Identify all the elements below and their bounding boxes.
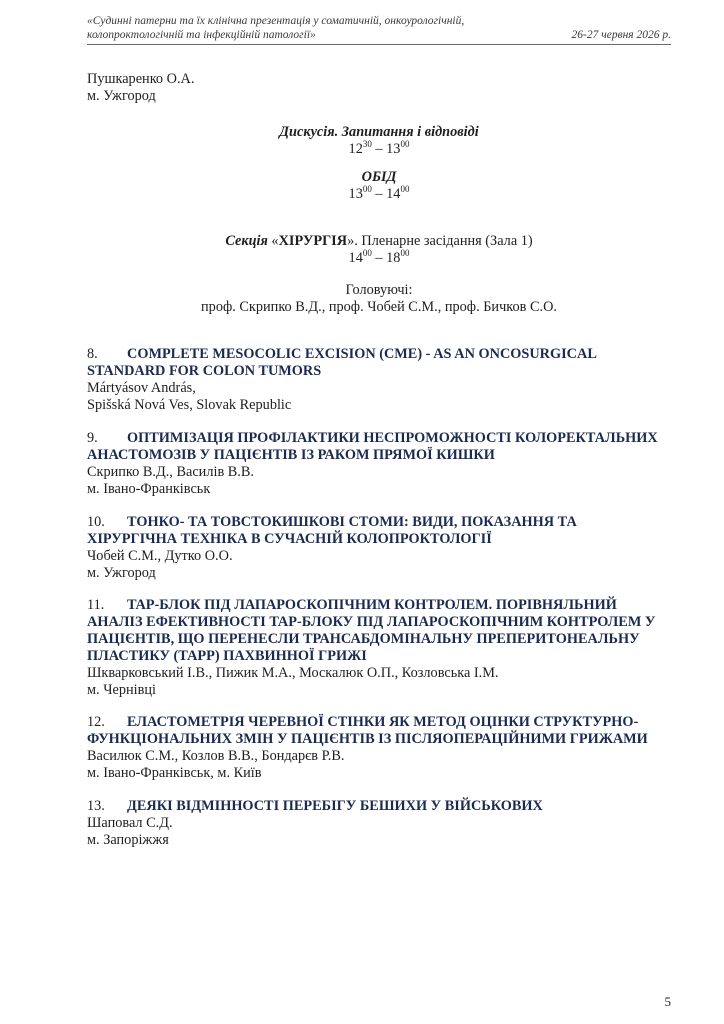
- author-line: Пушкаренко О.А.: [87, 71, 195, 87]
- chairs-block: [87, 282, 671, 316]
- city-line: м. Ужгород: [87, 88, 156, 104]
- item-city: м. Запоріжжя: [87, 832, 169, 848]
- discussion-title: Дискусія. Запитання і відповіді: [279, 124, 479, 140]
- section-time: $14^{00} - 18^{00}$: [348, 248, 410, 266]
- item-authors: Чобей С.М., Дутко О.О.: [87, 548, 233, 564]
- program-item: [87, 346, 671, 414]
- item-authors: Скрипко В.Д., Василів В.В.: [87, 464, 254, 480]
- chairs-label: Головуючі:: [345, 282, 413, 298]
- previous-entry-footer: [87, 71, 671, 105]
- page-number: 5: [664, 994, 671, 1009]
- program-item: [87, 514, 671, 582]
- item-title: 11. TAP-БЛОК ПІД ЛАПАРОСКОПІЧНИМ КОНТРОЛЕМ. ПОРІВНЯЛЬНИЙ АНАЛІЗ ЕФЕКТИВНОСТІ TAP-БЛОКУ ПІД ЛАПАРОСКОПІЧНИМ КОНТРОЛЕМ У ПАЦІЄНТІВ, ЩО ПЕРЕНЕСЛИ ТРАНСАБДОМІНАЛЬНУ ПРЕПЕРИТОНЕАЛЬНУ ПЛАСТИКУ (ТАРР) ПАХВИННОЇ ГРИЖІ: [87, 597, 656, 664]
- item-city: Spišská Nová Ves, Slovak Republic: [87, 397, 292, 413]
- item-city: м. Івано-Франківськ: [87, 481, 211, 497]
- item-authors: Шкварковський І.В., Пижик М.А., Москалюк О.П., Козловська І.М.: [87, 665, 499, 681]
- program-item: [87, 714, 671, 782]
- item-city: м. Ужгород: [87, 565, 156, 581]
- running-header: [87, 14, 671, 42]
- header-divider: [87, 44, 671, 45]
- program-item: [87, 798, 671, 849]
- item-title: 8. COMPLETE MESOCOLIC EXCISION (CME) - AS AN ONCOSURGICAL STANDARD FOR COLON TUMORS: [87, 346, 597, 379]
- discussion-block: [87, 124, 671, 158]
- lunch-time: $13^{00} - 14^{00}$: [348, 184, 410, 202]
- header-date: 26-27 червня 2026 р.: [571, 29, 671, 41]
- item-title: 10. ТОНКО- ТА ТОВСТОКИШКОВІ СТОМИ: ВИДИ, ПОКАЗАННЯ ТА ХІРУРГІЧНА ТЕХНІКА В СУЧАСНІЙ КОЛОПРОКТОЛОГІЇ: [87, 514, 577, 547]
- item-city: м. Івано-Франківськ, м. Київ: [87, 765, 262, 781]
- header-line-2: колопроктологічній та інфекційній патології»: [87, 29, 316, 41]
- item-title: 9. ОПТИМІЗАЦІЯ ПРОФІЛАКТИКИ НЕСПРОМОЖНОСТІ КОЛОРЕКТАЛЬНИХ АНАСТОМОЗІВ У ПАЦІЄНТІВ ІЗ РАКОМ ПРЯМОЇ КИШКИ: [87, 430, 658, 463]
- header-line-1: «Судинні патерни та їх клінічна презентація у соматичній, онкоурологічній,: [87, 15, 465, 27]
- item-authors: Шаповал С.Д.: [87, 815, 173, 831]
- lunch-block: [87, 169, 671, 203]
- item-title: 12. ЕЛАСТОМЕТРІЯ ЧЕРЕВНОЇ СТІНКИ ЯК МЕТОД ОЦІНКИ СТРУКТУРНО- ФУНКЦІОНАЛЬНИХ ЗМІН У ПАЦІЄНТІВ ІЗ ПІСЛЯОПЕРАЦІЙНИМИ ГРИЖАМИ: [87, 714, 648, 747]
- item-title: 13. ДЕЯКІ ВІДМІННОСТІ ПЕРЕБІГУ БЕШИХИ У ВІЙСЬКОВИХ: [87, 798, 543, 814]
- item-city: м. Чернівці: [87, 682, 156, 698]
- lunch-title: ОБІД: [361, 169, 397, 185]
- chairs-names: проф. Скрипко В.Д., проф. Чобей С.М., проф. Бичков С.О.: [201, 299, 557, 315]
- program-item: [87, 430, 671, 498]
- program-item: [87, 597, 671, 699]
- discussion-time: $12^{30} - 13^{00}$: [348, 139, 410, 157]
- section-title: Секція «ХІРУРГІЯ». Пленарне засідання (Зала 1): [225, 233, 533, 249]
- item-authors: Василюк С.М., Козлов В.В., Бондарєв Р.В.: [87, 748, 345, 764]
- item-authors: Mártyásov András,: [87, 380, 196, 396]
- section-block: [87, 233, 671, 267]
